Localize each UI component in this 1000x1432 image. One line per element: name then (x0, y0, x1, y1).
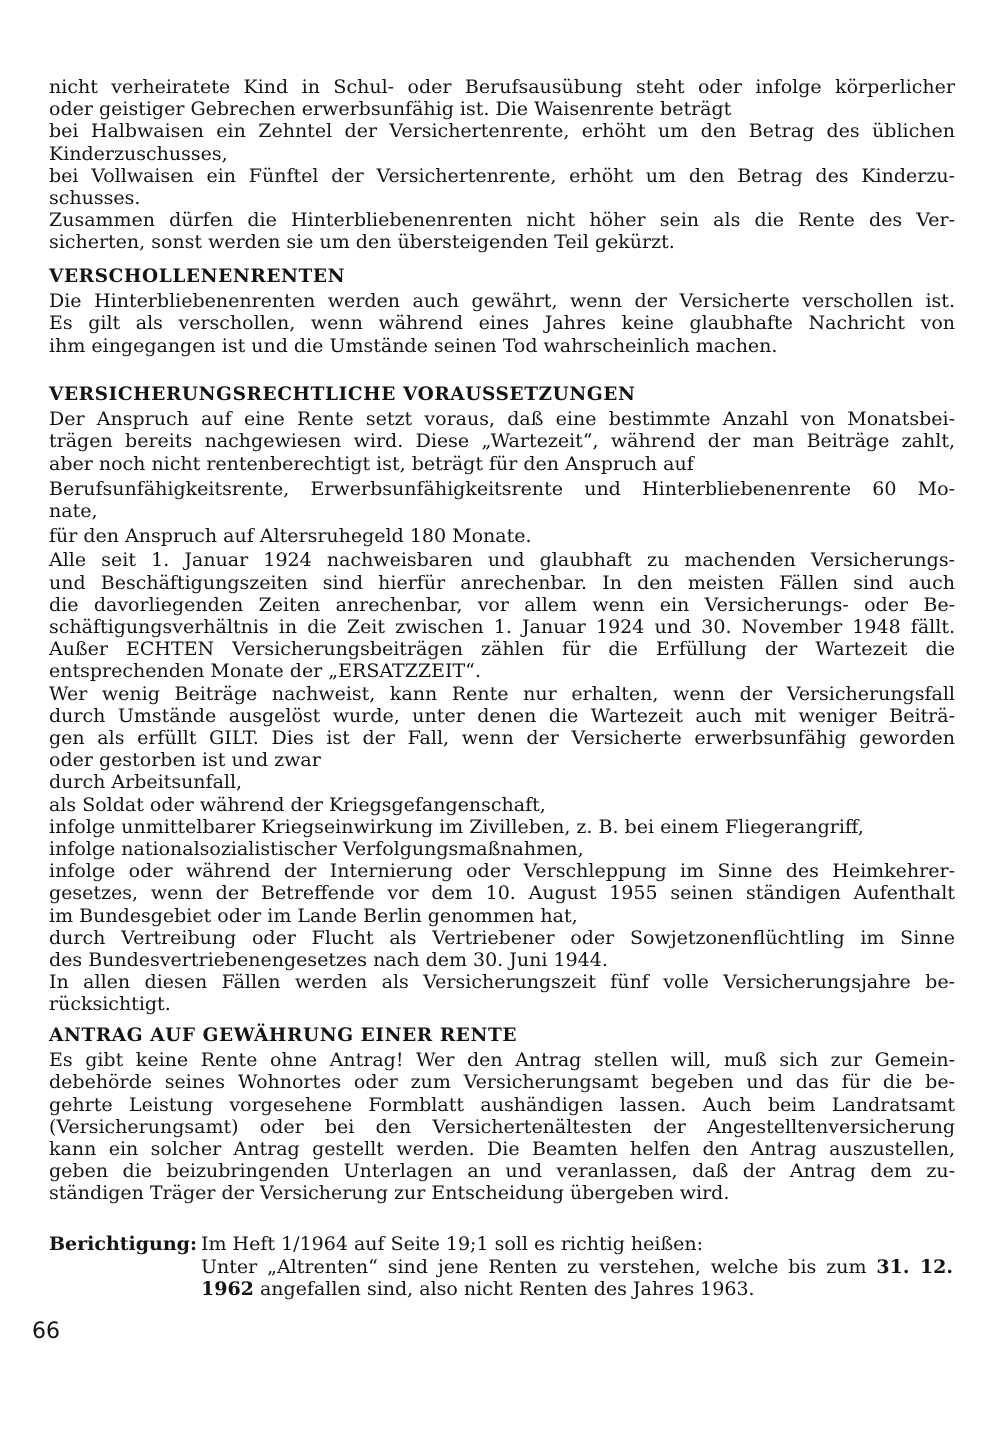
text-line: durch Umstände ausgelöst wurde, unter denen die Wartezeit auch mit weniger Beiträ- (49, 704, 955, 727)
section-verschollenenrenten (49, 266, 955, 357)
text-line: schusses. (49, 187, 141, 210)
quote-date: 31. 12. (876, 1256, 954, 1278)
text-line: Alle seit 1. Januar 1924 nachweisbaren und glaubhaft zu machenden Versicherungs- (49, 549, 955, 572)
text-line: nate, (49, 500, 98, 523)
text-line: Zusammen dürfen die Hinterbliebenenrenten nicht höher sein als die Rente des Ver- (49, 209, 955, 232)
quote-text: Unter „Altrenten“ sind jene Renten zu verstehen, welche bis zum (201, 1256, 867, 1278)
text-line: nicht verheiratete Kind in Schul- oder Berufsausübung steht oder infolge körperlicher (49, 76, 955, 98)
text-line: im Bundesgebiet oder im Lande Berlin genommen hat, (49, 904, 578, 927)
section-heading: ANTRAG AUF GEWÄHRUNG EINER RENTE (49, 1025, 518, 1046)
text-line: oder geistiger Gebrechen erwerbsunfähig ist. Die Waisenrente beträgt (49, 98, 732, 121)
section-voraussetzungen (49, 384, 955, 1016)
text-line: bei Halbwaisen ein Zehntel der Versichertenrente, erhöht um den Betrag des üblichen (49, 120, 955, 143)
section-antrag (49, 1025, 955, 1205)
text-line: für den Anspruch auf Altersruhegeld 180 Monate. (49, 525, 532, 548)
correction-text: Im Heft 1/1964 auf Seite 19;1 soll es richtig heißen: (201, 1233, 704, 1255)
text-line: infolge nationalsozialistischer Verfolgungsmaßnahmen, (49, 838, 584, 861)
correction-quote (201, 1256, 953, 1300)
text-line: bei Vollwaisen ein Fünftel der Versichertenrente, erhöht um den Betrag des Kinderzu- (49, 164, 955, 187)
correction-label: Berichtigung: (49, 1233, 197, 1255)
text-line: des Bundesvertriebenengesetzes nach dem 30. Juni 1944. (49, 949, 608, 972)
text-line: durch Arbeitsunfall, (49, 771, 243, 794)
text-line: trägen bereits nachgewiesen wird. Diese „Wartezeit“, während der man Beiträge zahlt, (49, 430, 955, 453)
text-line: aber noch nicht rentenberechtigt ist, beträgt für den Anspruch auf (49, 452, 694, 475)
text-line: die davorliegenden Zeiten anrechenbar, vor allem wenn ein Versicherungs- oder Be- (49, 593, 955, 616)
text-line: geben die beizubringenden Unterlagen an und veranlassen, daß der Antrag dem zu- (49, 1160, 955, 1183)
text-line: Die Hinterbliebenenrenten werden auch gewährt, wenn der Versicherte verschollen ist. (49, 290, 955, 313)
text-line: kann ein solcher Antrag gestellt werden. Die Beamten helfen den Antrag auszustellen, (49, 1138, 955, 1161)
text-line: (Versicherungsamt) oder bei den Versichertenältesten der Angestelltenversicherung (49, 1115, 955, 1138)
text-line: debehörde seines Wohnortes oder zum Versicherungsamt begeben und das für die be- (49, 1071, 955, 1094)
text-line: gesetzes, wenn der Betreffende vor dem 10. August 1955 seinen ständigen Aufenthalt (49, 882, 955, 905)
intro-paragraph (49, 76, 955, 254)
text-line: Es gilt als verschollen, wenn während eines Jahres keine glaubhafte Nachricht von (49, 312, 955, 335)
quote-year: 1962 (201, 1278, 254, 1301)
text-line: Kinderzuschusses, (49, 142, 228, 165)
section-heading: VERSICHERUNGSRECHTLICHE VORAUSSETZUNGEN (49, 384, 636, 405)
text-line (201, 1256, 953, 1278)
text-line: ihm eingegangen ist und die Umstände seinen Tod wahrscheinlich machen. (49, 334, 778, 357)
text-line: infolge unmittelbarer Kriegseinwirkung im Zivilleben, z. B. bei einem Fliegerangriff, (49, 815, 864, 838)
page-number: 66 (32, 1319, 60, 1344)
text-line: als Soldat oder während der Kriegsgefangenschaft, (49, 793, 546, 816)
text-line: durch Vertreibung oder Flucht als Vertriebener oder Sowjetzonenflüchtling im Sinne (49, 926, 955, 949)
text-line: Außer ECHTEN Versicherungsbeiträgen zählen für die Erfüllung der Wartezeit die (49, 638, 955, 661)
text-line: entsprechenden Monate der „ERSATZZEIT“. (49, 660, 481, 683)
text-line: ständigen Träger der Versicherung zur Entscheidung übergeben wird. (49, 1182, 730, 1205)
text-line: infolge oder während der Internierung oder Verschleppung im Sinne des Heimkehrer- (49, 860, 955, 883)
text-line: und Beschäftigungszeiten sind hierfür anrechenbar. In den meisten Fällen sind auch (49, 571, 955, 594)
text-line (201, 1278, 953, 1300)
text-line: gen als erfüllt GILT. Dies ist der Fall, wenn der Versicherte erwerbsunfähig geworden (49, 727, 955, 750)
text-line: oder gestorben ist und zwar (49, 749, 321, 772)
text-line: sicherten, sonst werden sie um den übersteigenden Teil gekürzt. (49, 231, 675, 254)
quote-text: angefallen sind, also nicht Renten des Jahres 1963. (259, 1278, 755, 1301)
text-line: Der Anspruch auf eine Rente setzt voraus, daß eine bestimmte Anzahl von Monatsbei- (49, 408, 955, 431)
text-line: Wer wenig Beiträge nachweist, kann Rente nur erhalten, wenn der Versicherungsfall (49, 682, 955, 705)
text-line: schäftigungsverhältnis in die Zeit zwischen 1. Januar 1924 und 30. November 1948 fällt. (49, 616, 955, 639)
text-line: gehrte Leistung vorgesehene Formblatt aushändigen lassen. Auch beim Landratsamt (49, 1093, 955, 1116)
text-line: rücksichtigt. (49, 993, 171, 1016)
section-heading: VERSCHOLLENENRENTEN (49, 266, 346, 287)
text-line: Berufsunfähigkeitsrente, Erwerbsunfähigkeitsrente und Hinterbliebenenrente 60 Mo- (49, 477, 955, 500)
text-line: In allen diesen Fällen werden als Versicherungszeit fünf volle Versicherungsjahre be- (49, 971, 955, 994)
text-line: Es gibt keine Rente ohne Antrag! Wer den Antrag stellen will, muß sich zur Gemein- (49, 1049, 955, 1072)
